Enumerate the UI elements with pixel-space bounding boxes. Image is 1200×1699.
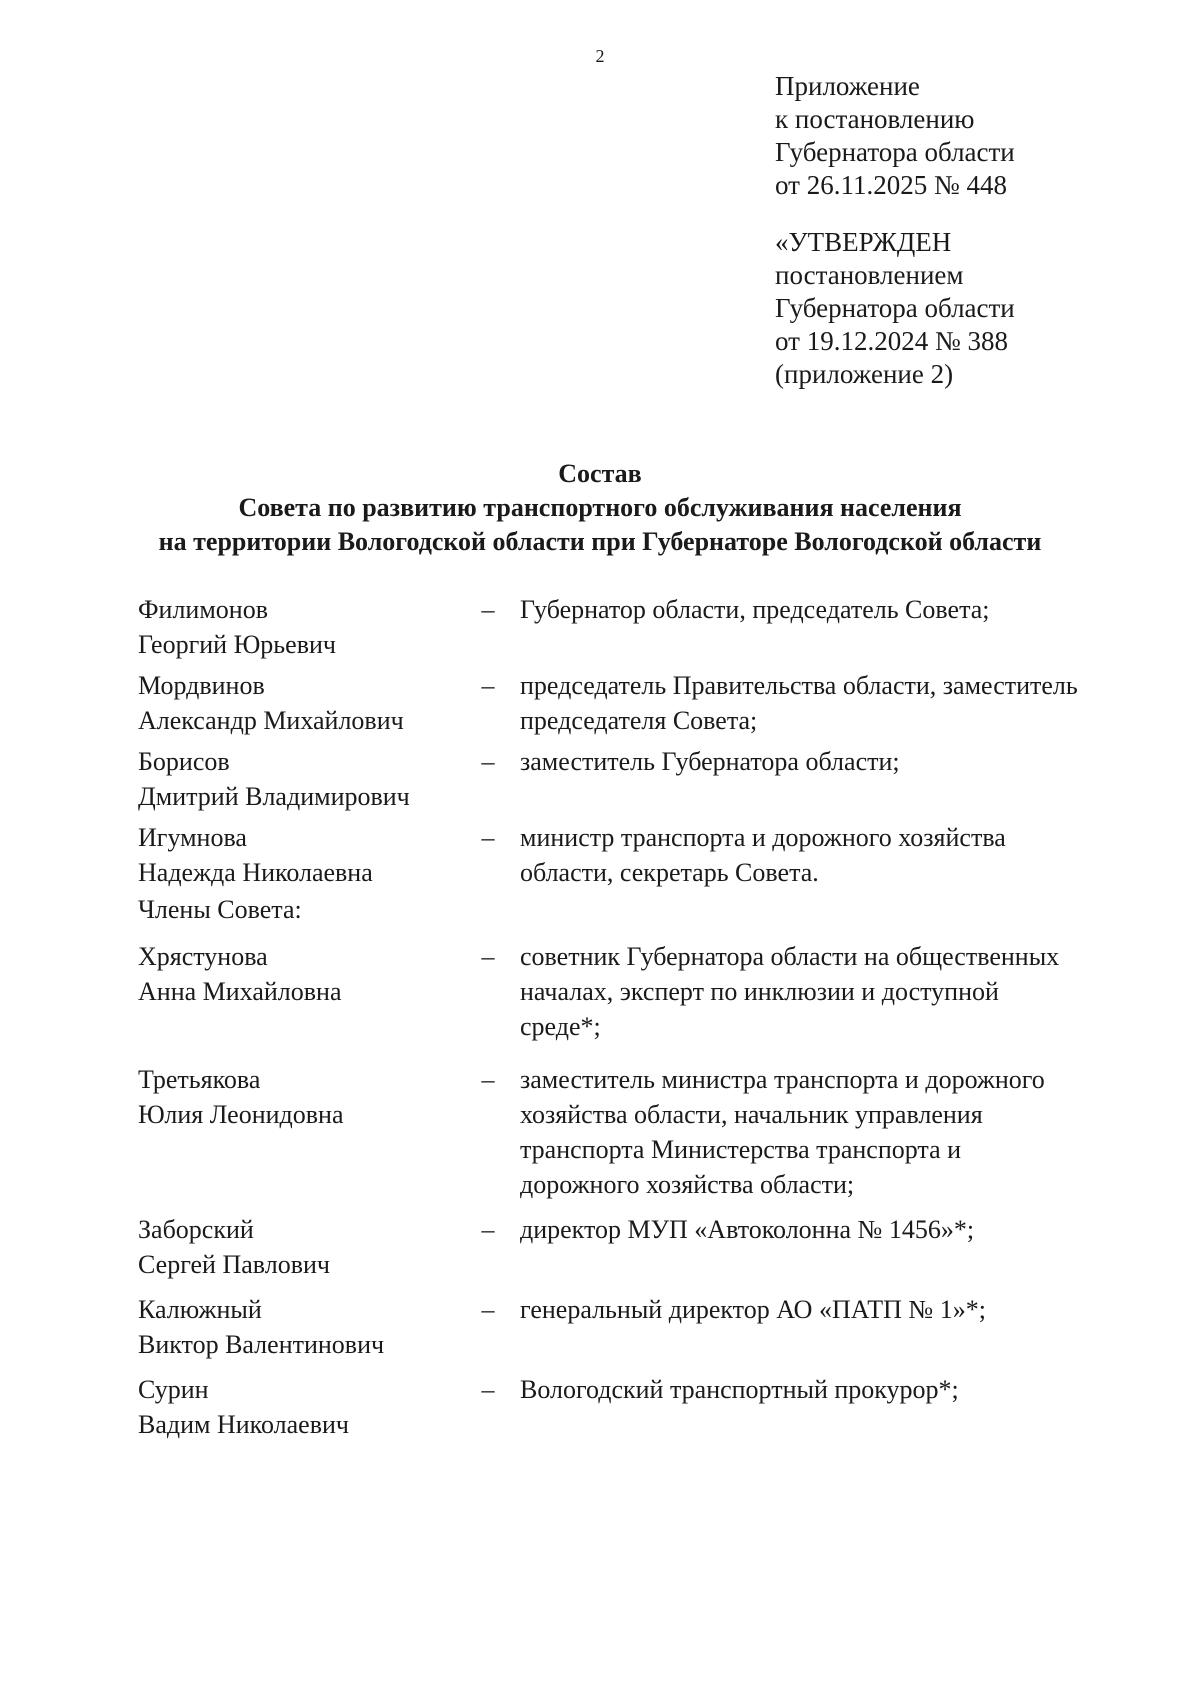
member-surname: Борисов bbox=[138, 747, 230, 776]
approval-line: постановлением bbox=[775, 260, 964, 290]
role-line: Губернатор области, председатель Совета; bbox=[520, 595, 990, 624]
member-surname: Мордвинов bbox=[138, 671, 265, 700]
approval-line: Губернатора области bbox=[775, 293, 1015, 323]
member-given-names: Анна Михайловна bbox=[138, 977, 342, 1006]
title-line: Состав bbox=[558, 459, 642, 488]
role-line: заместитель министра транспорта и дорожного bbox=[520, 1065, 1045, 1094]
member-role bbox=[520, 1062, 1200, 1202]
appendix-line: к постановлению bbox=[775, 104, 975, 134]
member-role bbox=[520, 1292, 1200, 1362]
document-title bbox=[0, 457, 1200, 559]
member-entry bbox=[138, 1292, 1138, 1362]
member-surname: Хрястунова bbox=[138, 942, 268, 971]
dash-separator: – bbox=[481, 671, 495, 700]
member-given-names: Вадим Николаевич bbox=[138, 1410, 349, 1439]
member-entry bbox=[138, 1212, 1138, 1282]
member-entry bbox=[138, 744, 1138, 814]
member-surname: Сурин bbox=[138, 1375, 209, 1404]
member-name bbox=[138, 1062, 468, 1132]
member-entry bbox=[138, 1372, 1138, 1442]
member-surname: Филимонов bbox=[138, 595, 268, 624]
appendix-line: Губернатора области bbox=[775, 137, 1015, 167]
member-given-names: Александр Михайлович bbox=[138, 706, 404, 735]
role-line: транспорта Министерства транспорта и bbox=[520, 1135, 962, 1164]
member-given-names: Дмитрий Владимирович bbox=[138, 782, 410, 811]
member-name bbox=[138, 939, 468, 1009]
appendix-line: от 26.11.2025 № 448 bbox=[775, 170, 1007, 200]
approval-line: (приложение 2) bbox=[775, 359, 954, 389]
members-list bbox=[138, 939, 1138, 1442]
member-entry bbox=[138, 668, 1138, 738]
member-given-names: Георгий Юрьевич bbox=[138, 630, 336, 659]
dash-separator: – bbox=[481, 942, 495, 971]
role-line: генеральный директор АО «ПАТП № 1»*; bbox=[520, 1295, 986, 1324]
member-surname: Калюжный bbox=[138, 1295, 262, 1324]
dash-separator: – bbox=[481, 823, 495, 852]
role-line: советник Губернатора области на общественных bbox=[520, 942, 1060, 971]
dash-separator: – bbox=[481, 1215, 495, 1244]
member-name bbox=[138, 820, 468, 890]
member-name bbox=[138, 1292, 468, 1362]
member-role bbox=[520, 1212, 1200, 1282]
member-given-names: Надежда Николаевна bbox=[138, 858, 373, 887]
member-surname: Игумнова bbox=[138, 823, 247, 852]
member-name bbox=[138, 668, 468, 738]
role-line: хозяйства области, начальник управления bbox=[520, 1100, 983, 1129]
dash-separator: – bbox=[481, 1375, 495, 1404]
dash-separator: – bbox=[481, 1065, 495, 1094]
council-composition bbox=[138, 592, 1138, 1452]
member-role bbox=[520, 592, 1200, 662]
title-line: Совета по развитию транспортного обслуживания населения bbox=[238, 493, 962, 522]
role-line: Вологодский транспортный прокурор*; bbox=[520, 1375, 959, 1404]
role-line: началах, эксперт по инклюзии и доступной bbox=[520, 977, 999, 1006]
member-entry bbox=[138, 820, 1138, 890]
member-entry bbox=[138, 939, 1138, 1044]
role-line: дорожного хозяйства области; bbox=[520, 1170, 855, 1199]
member-role bbox=[520, 668, 1200, 738]
role-line: председатель Правительства области, заместитель bbox=[520, 671, 1078, 700]
approval-stamp bbox=[775, 226, 1015, 391]
title-line: на территории Вологодской области при Губернаторе Вологодской области bbox=[158, 527, 1042, 556]
member-role bbox=[520, 744, 1200, 814]
member-given-names: Сергей Павлович bbox=[138, 1250, 330, 1279]
member-entry bbox=[138, 1062, 1138, 1202]
role-line: директор МУП «Автоколонна № 1456»*; bbox=[520, 1215, 975, 1244]
member-name bbox=[138, 1212, 468, 1282]
leadership-list bbox=[138, 592, 1138, 890]
member-role bbox=[520, 820, 1200, 890]
member-name bbox=[138, 744, 468, 814]
dash-separator: – bbox=[481, 747, 495, 776]
member-entry bbox=[138, 592, 1138, 662]
member-given-names: Виктор Валентинович bbox=[138, 1330, 385, 1359]
role-line: заместитель Губернатора области; bbox=[520, 747, 900, 776]
member-name bbox=[138, 1372, 468, 1442]
members-section-label: Члены Совета: bbox=[138, 895, 302, 924]
appendix-line: Приложение bbox=[775, 71, 920, 101]
member-role bbox=[520, 939, 1200, 1044]
dash-separator: – bbox=[481, 1295, 495, 1324]
member-surname: Третьякова bbox=[138, 1065, 261, 1094]
member-name bbox=[138, 592, 468, 662]
appendix-header bbox=[775, 70, 1015, 391]
role-line: министр транспорта и дорожного хозяйства bbox=[520, 823, 1006, 852]
member-given-names: Юлия Леонидовна bbox=[138, 1100, 344, 1129]
approval-line: «УТВЕРЖДЕН bbox=[775, 227, 952, 257]
dash-separator: – bbox=[481, 595, 495, 624]
member-role bbox=[520, 1372, 1200, 1442]
role-line: председателя Совета; bbox=[520, 706, 758, 735]
role-line: области, секретарь Совета. bbox=[520, 858, 819, 887]
approval-line: от 19.12.2024 № 388 bbox=[775, 326, 1008, 356]
page-number: 2 bbox=[595, 46, 605, 66]
member-surname: Заборский bbox=[138, 1215, 254, 1244]
role-line: среде*; bbox=[520, 1012, 601, 1041]
